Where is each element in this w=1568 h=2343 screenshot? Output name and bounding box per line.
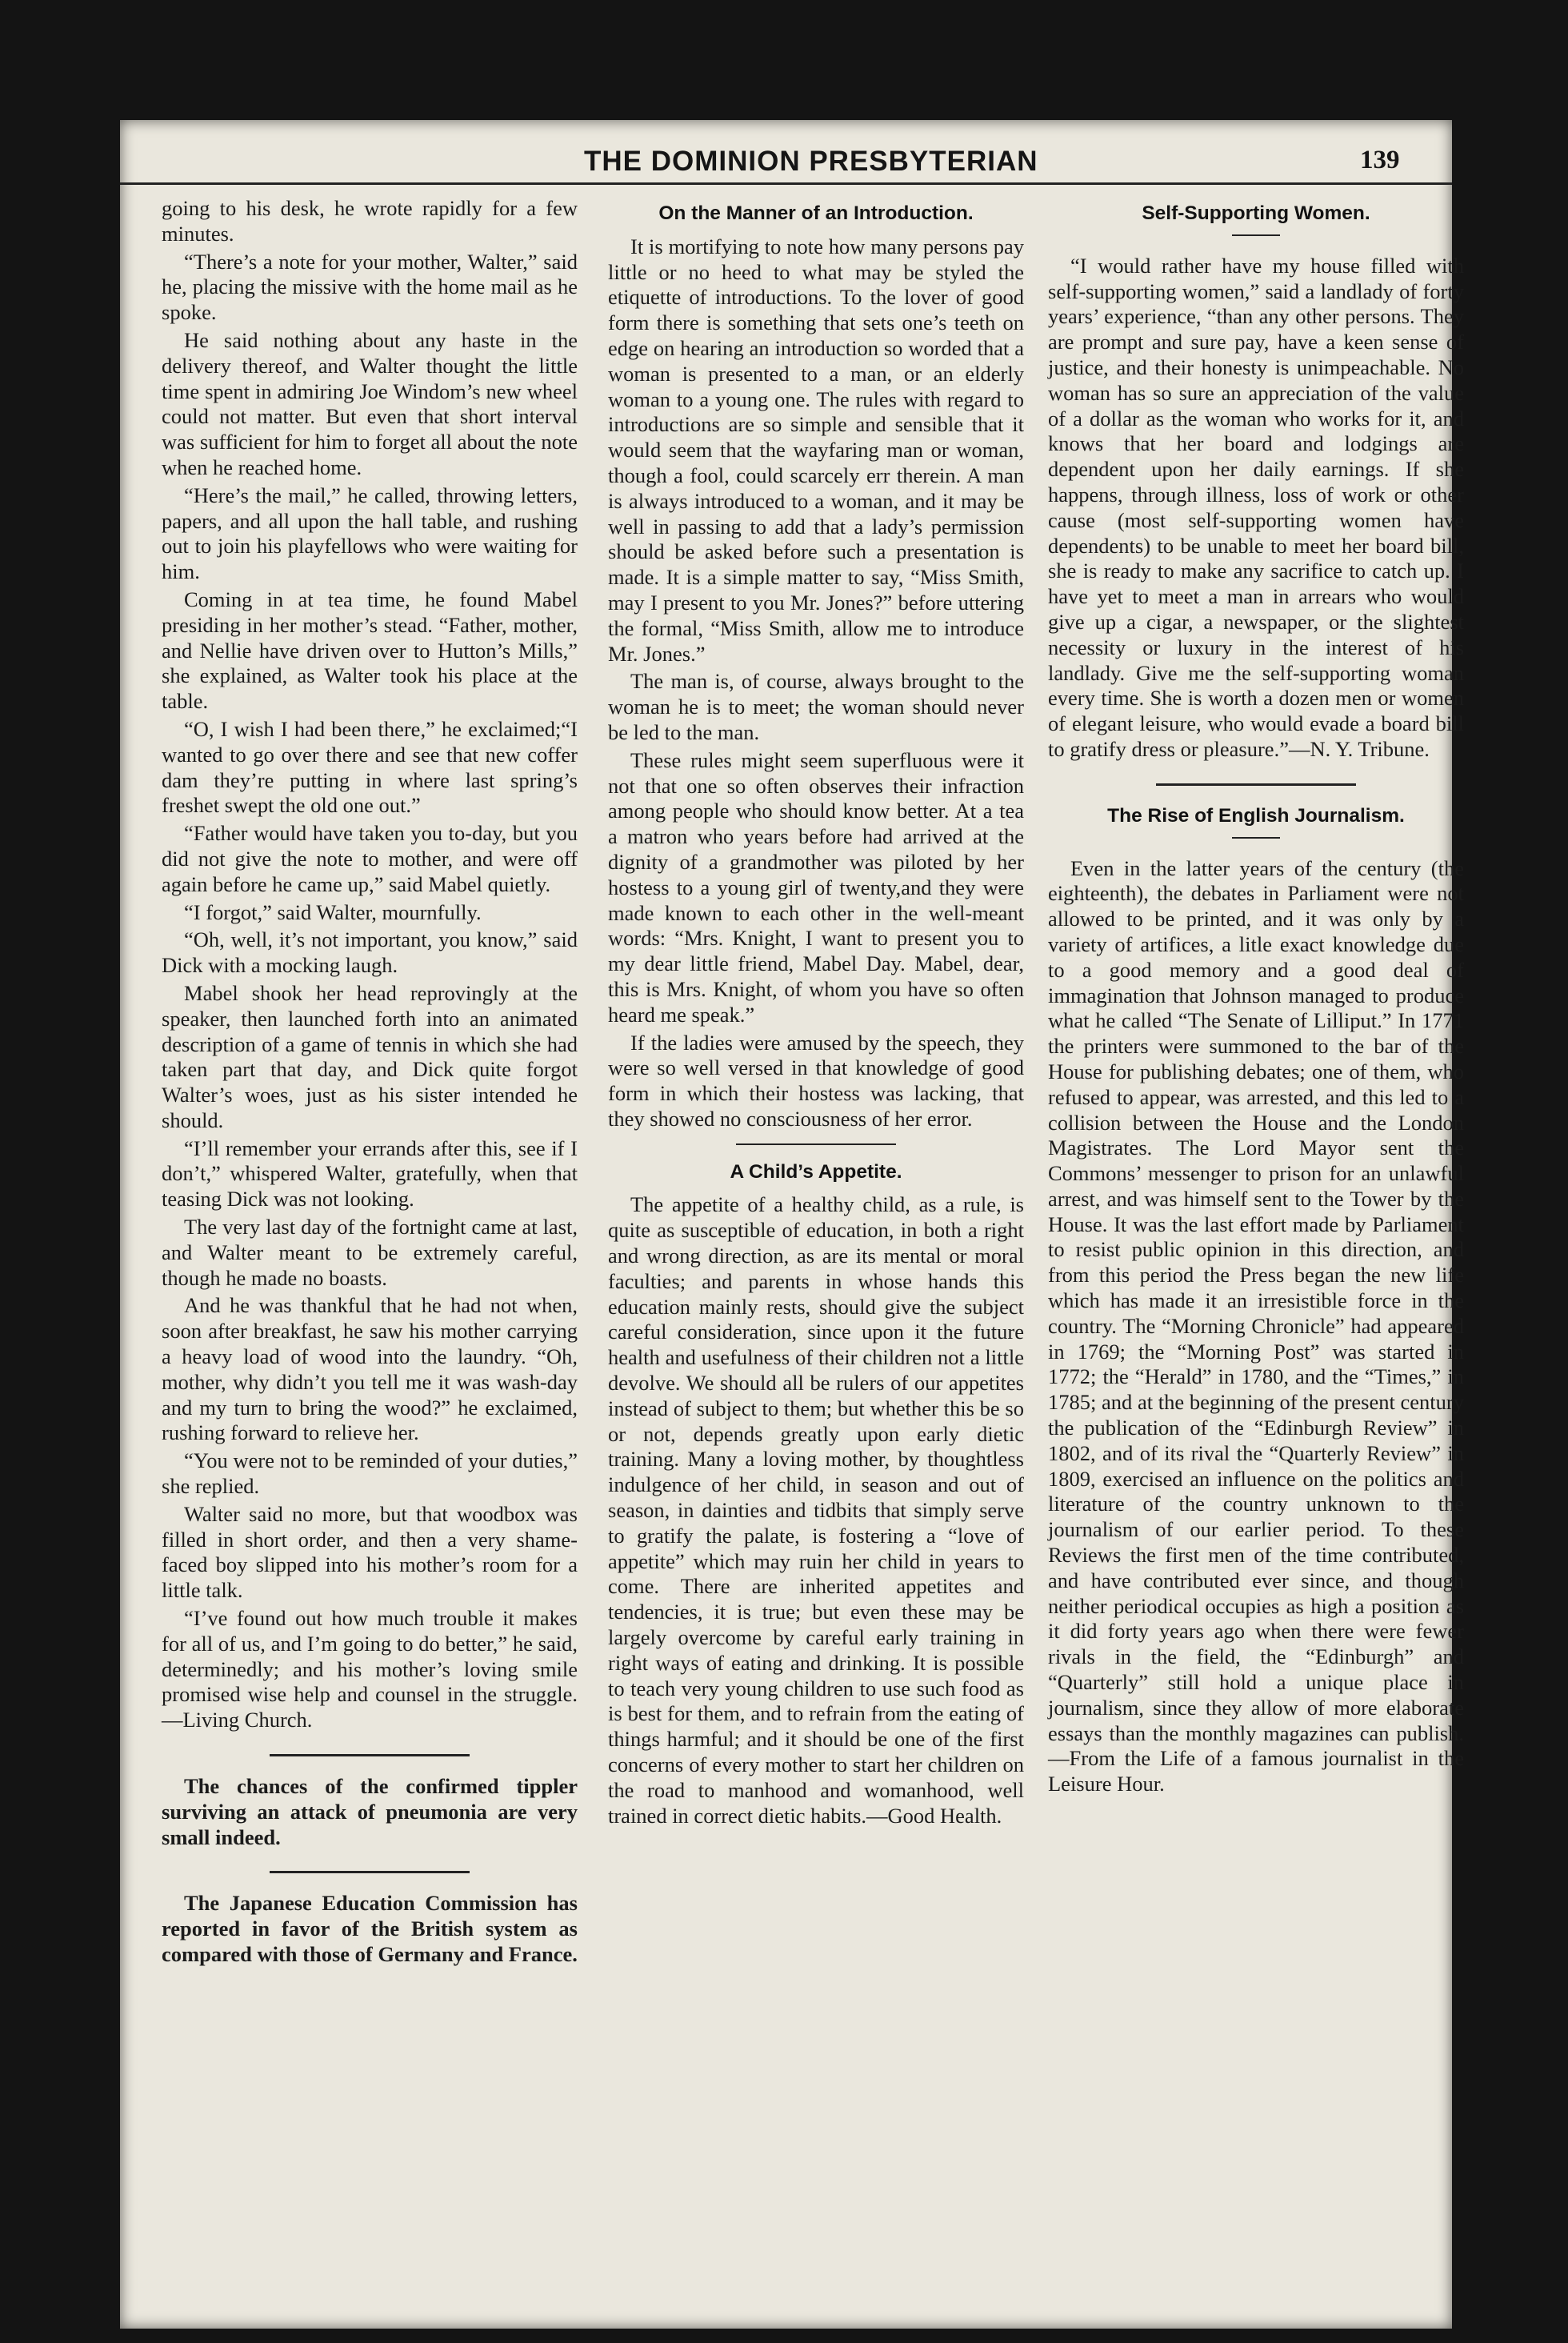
story-paragraph: He said nothing about any haste in the delivery thereof, and Walter thought the little time spent in admiring Joe Windom’s new wheel could not matter. But even that short interval was sufficient for him to forget all about the note when he reached home. bbox=[162, 327, 578, 479]
page-header bbox=[120, 142, 1452, 185]
article-paragraph: It is mortifying to note how many persons pay little or no heed to what may be styled the etiquette of introductions. To the lover of good form there is something that sets one’s teeth on edge on hearing an introduction so worded that a woman is presented to a man, or an elderly woman to a young one. The rules with regard to introductions are so simple and sensible that it would seem that the wayfaring man or woman, though a fool, could scarcely err therein. A man is always introduced to a woman, and it may be well in passing to add that a lady’s permission should be asked before such a presentation is made. It is a simple matter to say, “Miss Smith, may I present to you Mr. Jones?” before uttering the formal, “Miss Smith, allow me to introduce Mr. Jones.” bbox=[608, 234, 1024, 666]
article-paragraph: The man is, of course, always brought to the woman he is to meet; the woman should never be led to the man. bbox=[608, 669, 1024, 744]
page-number: 139 bbox=[1360, 146, 1400, 174]
title-rule bbox=[1232, 837, 1280, 839]
note-japanese-education: The Japanese Education Commission has reported in favor of the British system as compared with those of Germany and France. bbox=[162, 1891, 578, 1966]
section-divider bbox=[270, 1754, 470, 1756]
article-paragraph: These rules might seem superfluous were it not that one so often observes their infraction among people who should know better. At a tea a matron who years before had arrived at the dignity of a grandmother was piloted by her hostess to a young girl of twenty,and they were made known to each other in the well-meant words: “Mrs. Knight, I want to present you to my dear little friend, Mabel Day. Mabel, dear, this is Mrs. Knight, of whom you have so often heard me speak.” bbox=[608, 747, 1024, 1027]
article-title-self-supporting: Self-Supporting Women. bbox=[1142, 202, 1370, 224]
article-paragraph: If the ladies were amused by the speech, they were so well versed in that knowledge of good form in which their hostess was lacking, that they showed no consciousness of her error. bbox=[608, 1030, 1024, 1131]
section-divider bbox=[270, 1871, 470, 1873]
story-paragraph: “I’ve found out how much trouble it makes for all of us, and I’m going to do better,” he said, determinedly; and his mother’s loving smile promised wise help and counsel in the struggle.—Living Church. bbox=[162, 1606, 578, 1732]
column-2 bbox=[608, 196, 1024, 1831]
title-rule bbox=[1232, 234, 1280, 236]
story-paragraph: “I’ll remember your errands after this, see if I don’t,” whispered Walter, gratefully, when that teasing Dick was not looking. bbox=[162, 1135, 578, 1212]
story-paragraph: Walter said no more, but that woodbox was filled in short order, and then a very shame-faced boy slipped into his mother’s room for a little talk. bbox=[162, 1501, 578, 1603]
story-paragraph: “I forgot,” said Walter, mournfully. bbox=[184, 899, 482, 924]
column-1 bbox=[162, 196, 578, 1970]
article-title-appetite: A Child’s Appetite. bbox=[730, 1160, 902, 1183]
story-paragraph: “O, I wish I had been there,” he exclaimed;“I wanted to go over there and see that new coffer dam they’re putting in where last spring’s freshet swept the old one out.” bbox=[162, 716, 578, 818]
article-paragraph: Even in the latter years of the century (the eighteenth), the debates in Parliament were not allowed to be printed, and it was only by a variety of artifices, a litle exact knowledge due to a good memory and a good deal of immagination that Johnson managed to produce what he called “The Senate of Lilliput.” In 1771 the printers were summoned to the bar of the House for publishing debates; one of them, who refused to appear, was arrested, and this led to a collision between the House and the London Magistrates. The Lord Mayor sent the Commons’ messenger to prison for an unlawful arrest, and was himself sent to the Tower by the House. It was the last effort made by Parliament to resist public opinion in this direction, and from this period the Press began the new life which has made it an irresistible force in the country. The “Morning Chronicle” had appeared in 1769; the “Morning Post” was started in 1772; the “Herald” in 1780, and the “Times,” in 1785; and at the beginning of the present century the publication of the “Edinburgh Review” in 1802, and of its rival the “Quarterly Review” in 1809, exercised an influence on the politics and literature of the country unknown to the journalism of our earlier period. To these Reviews the first men of the time contributed, and have contributed ever since, and though neither periodical occupies as high a position as it did forty years ago when there were fewer rivals in the field, the “Edinburgh” and “Quarterly” still hold a unique place in journalism, since they allow of more elaborate essays than the monthly magazines can publish.—From the Life of a famous journalist in the Leisure Hour. bbox=[1048, 855, 1464, 1796]
story-paragraph: “There’s a note for your mother, Walter,” said he, placing the missive with the home mail as he spoke. bbox=[162, 249, 578, 325]
story-paragraph: “Here’s the mail,” he called, throwing letters, papers, and all upon the hall table, and rushing out to join his playfellows who were waiting for him. bbox=[162, 483, 578, 584]
newspaper-page bbox=[120, 120, 1464, 2329]
column-3 bbox=[1048, 196, 1464, 1800]
article-title-journalism: The Rise of English Journalism. bbox=[1107, 804, 1405, 827]
story-paragraph: “Father would have taken you to-day, but you did not give the note to mother, and were off again before he came up,” said Mabel quietly. bbox=[162, 821, 578, 896]
article-title-introduction: On the Manner of an Introduction. bbox=[658, 202, 974, 224]
story-paragraph: Coming in at tea time, he found Mabel presiding in her mother’s stead. “Father, mother, and Nellie have driven over to Hutton’s Mills,” she explained, as Walter took his place at the table. bbox=[162, 587, 578, 714]
section-divider bbox=[736, 1143, 896, 1145]
story-paragraph: The very last day of the fortnight came at last, and Walter meant to be extremely careful, though he made no boasts. bbox=[162, 1215, 578, 1290]
story-paragraph: “You were not to be reminded of your duties,” she replied. bbox=[162, 1448, 578, 1499]
story-paragraph: going to his desk, he wrote rapidly for a few minutes. bbox=[162, 196, 578, 246]
story-paragraph: And he was thankful that he had not when, soon after breakfast, he saw his mother carrying a heavy load of wood into the laundry. “Oh, mother, why didn’t you tell me it was wash-day and my turn to bring the wood?” he exclaimed, rushing forward to relieve her. bbox=[162, 1293, 578, 1445]
section-divider bbox=[1156, 783, 1356, 786]
article-paragraph: “I would rather have my house filled with self-supporting women,” said a landlady of forty years’ experience, “than any other persons. They are prompt and sure pay, have a keen sense of justice, and their honesty is unimpeachable. No woman has so sure an appreciation of the value of a dollar as the woman who works for it, and knows that her board and lodgings are dependent upon her daily earnings. If she happens, through illness, loss of work or other cause (most self-supporting women have dependents) to be unable to meet her board bill, she is ready to make any sacrifice to catch up. I have yet to meet a man in arrears who would give up a cigar, a newspaper, or the slightest necessity or luxury in the interest of his landlady. Give me the self-supporting woman every time. She is worth a dozen men or women of elegant leisure, who would evade a board bill to gratify dress or pleasure.”—N. Y. Tribune. bbox=[1048, 253, 1464, 761]
article-paragraph: The appetite of a healthy child, as a rule, is quite as susceptible of education, in both a right and wrong direction, as are its mental or moral faculties; and parents in whose hands this education mainly rests, should give the subject careful consideration, since upon it the future health and usefulness of their children not a little devolve. We should all be rulers of our appetites instead of subject to them; but whether this be so or not, depends greatly upon early dietic training. Many a loving mother, by thoughtless indulgence of her child, in season and out of season, in dainties and tidbits that simply serve to gratify the palate, is fostering a “love of appetite” which may ruin her child in years to come. There are inherited appetites and tendencies, it is true; but even these may be largely overcome by careful early training in right ways of eating and drinking. It is possible to teach very young children to use such food as is best for them, and to refrain from the eating of things harmful; and it should be one of the first concerns of every mother to start her children on the road to manhood and womanhood, well trained in correct dietic habits.—Good Health. bbox=[608, 1192, 1024, 1828]
story-paragraph: “Oh, well, it’s not important, you know,” said Dick with a mocking laugh. bbox=[162, 927, 578, 978]
publication-title: THE DOMINION PRESBYTERIAN bbox=[584, 146, 1038, 177]
story-paragraph: Mabel shook her head reprovingly at the speaker, then launched forth into an animated description of a game of tennis in which she had taken part that day, and Dick quite forgot Walter’s woes, just as his sister intended he should. bbox=[162, 980, 578, 1132]
note-tippler: The chances of the confirmed tippler surviving an attack of pneumonia are very small indeed. bbox=[162, 1774, 578, 1849]
